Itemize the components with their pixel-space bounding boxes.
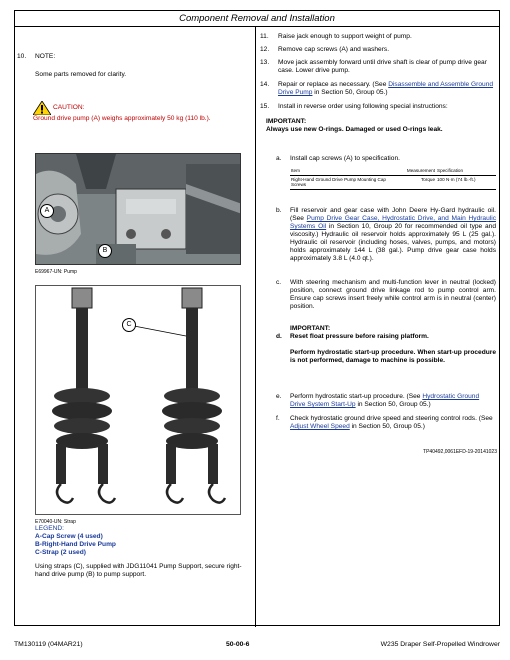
substep-text-pre: Check hydrostatic ground drive speed and steering control rods. (See xyxy=(290,415,493,422)
legend-item: A-Cap Screw (4 used) xyxy=(35,533,103,541)
substep-text-pre: Fill reservoir and gear case with John Deere Hy-Gard hydraulic oil. (See xyxy=(290,207,496,223)
strap-photo-caption: E70040-UN: Strap xyxy=(35,519,76,525)
substep-text-post: in Section 50, Group 05.) xyxy=(351,423,425,431)
footer-title: W235 Draper Self-Propelled Windrower xyxy=(380,641,500,648)
reference-code: TP40492,0061EFD-19-20141023 xyxy=(423,449,497,455)
left-column xyxy=(15,27,255,627)
right-column xyxy=(256,27,501,627)
substep-letter: f. xyxy=(276,415,280,422)
legend-title: LEGEND: xyxy=(35,525,64,532)
spec-header-cell: Specification xyxy=(436,167,496,175)
strap-photo xyxy=(35,285,241,515)
step-number: 15. xyxy=(260,103,270,110)
step-number: 10. xyxy=(17,53,27,60)
spec-table-header xyxy=(290,167,496,175)
substep-letter: c. xyxy=(276,279,282,286)
important-text: Always use new O-rings. Damaged or used O-rings leak. xyxy=(266,126,443,134)
step-number: 11. xyxy=(260,33,269,40)
strap-instruction: Using straps (C), supplied with JDG11041 Pump Support, secure right-hand drive pump (B) to pump support. xyxy=(35,563,242,579)
note-text: Some parts removed for clarity. xyxy=(35,71,127,78)
hydraulic-oil-link[interactable]: Pump Drive Gear Case, Hydrostatic Drive, and Main Hydraulic Systems Oil xyxy=(290,215,496,231)
important-block-1 xyxy=(266,118,494,134)
page-frame xyxy=(14,10,500,626)
substep-text-post: in Section 10, Group 20 for recommended oil type and viscosity.) Hydraulic oil reservoir holds approximately 95 L (25 gal.). Hydraulic oil reservoir (including hoses, valves, pumps, and motors) holds approximately 144 L (38 gal.). Pump drive gear case holds approximately 3.8 L (4.0 qt.). xyxy=(290,223,497,263)
pump-photo-caption: E69967-UN: Pump xyxy=(35,269,77,275)
caution-text: Ground drive pump (A) weighs approximately 50 kg (110 lb.). xyxy=(33,115,211,122)
page-header: Component Removal and Installation xyxy=(15,11,499,27)
substep-text-pre: Perform hydrostatic start-up procedure. (See xyxy=(290,393,421,400)
adjust-wheel-speed-link[interactable]: Adjust Wheel Speed xyxy=(290,423,350,431)
step-number: 14. xyxy=(260,81,270,88)
step-text: Remove cap screws (A) and washers. xyxy=(278,46,390,53)
pump-illustration xyxy=(36,154,241,265)
step-text-post: in Section 50, Group 05.) xyxy=(314,89,388,97)
step-text: Move jack assembly forward until drive shaft is clear of pump drive gear case. Lower drive pump. xyxy=(278,59,487,75)
disassemble-pump-link[interactable]: Disassemble and Assemble Ground Drive Pump xyxy=(278,81,494,97)
step-number: 13. xyxy=(260,59,270,66)
substep-text: Reset float pressure before raising platform. xyxy=(290,333,429,340)
substep-text: With steering mechanism and multi-function lever in neutral (locked) position, connect ground drive linkage rod to pump control arm. Ensure cap screws insert freely while control arm is in neutral (center) position. xyxy=(290,279,496,311)
substep-letter: e. xyxy=(276,393,282,400)
page-footer xyxy=(14,641,500,653)
spec-cell: Torque xyxy=(396,175,436,189)
spec-cell: 100 N·m (74 lb.-ft.) xyxy=(436,175,496,189)
substep-text-post: in Section 50, Group 05.) xyxy=(357,401,431,409)
startup-warning: Perform hydrostatic start-up procedure. When start-up procedure is not performed, damage to machine is possible. xyxy=(290,349,496,365)
substep-letter: d. xyxy=(276,333,282,340)
spec-header-cell: Measurement xyxy=(396,167,436,175)
substep-letter: b. xyxy=(276,207,282,214)
legend-item: C-Strap (2 used) xyxy=(35,549,86,557)
substep-text xyxy=(290,207,496,263)
footer-doc-id: TM130119 (04MAR21) xyxy=(14,641,83,648)
caution-label: CAUTION: xyxy=(53,104,85,111)
step-text: Install in reverse order using following special instructions: xyxy=(278,103,448,110)
pump-photo xyxy=(35,153,241,265)
note-label: NOTE: xyxy=(35,53,56,60)
strap-illustration xyxy=(36,286,242,516)
warning-icon xyxy=(33,101,51,115)
important-label: IMPORTANT: xyxy=(266,118,307,125)
footer-page-number: 50-00-6 xyxy=(226,641,250,648)
spec-table xyxy=(290,167,496,190)
startup-procedure-link[interactable]: Hydrostatic Ground Drive System Start-Up xyxy=(290,393,480,409)
step-text: Raise jack enough to support weight of pump. xyxy=(278,33,412,40)
substep-letter: a. xyxy=(276,155,282,162)
substep-text: Install cap screws (A) to specification. xyxy=(290,155,400,162)
substep-text xyxy=(290,415,496,431)
step-number: 12. xyxy=(260,46,270,53)
legend-item: B-Right-Hand Drive Pump xyxy=(35,541,116,549)
spec-cell: Right-Hand Ground Drive Pump Mounting Cap Screws xyxy=(290,175,396,189)
spec-header-cell: Item xyxy=(290,167,396,175)
important-label-2: IMPORTANT: xyxy=(290,325,331,332)
callout-c: C xyxy=(122,318,136,332)
step-text-pre: Repair or replace as necessary. (See xyxy=(278,81,387,88)
spec-table-row xyxy=(290,175,496,189)
legend xyxy=(35,525,245,557)
step-text xyxy=(278,81,496,97)
substep-text xyxy=(290,393,496,409)
callout-b: B xyxy=(98,244,112,258)
callout-a: A xyxy=(40,204,54,218)
